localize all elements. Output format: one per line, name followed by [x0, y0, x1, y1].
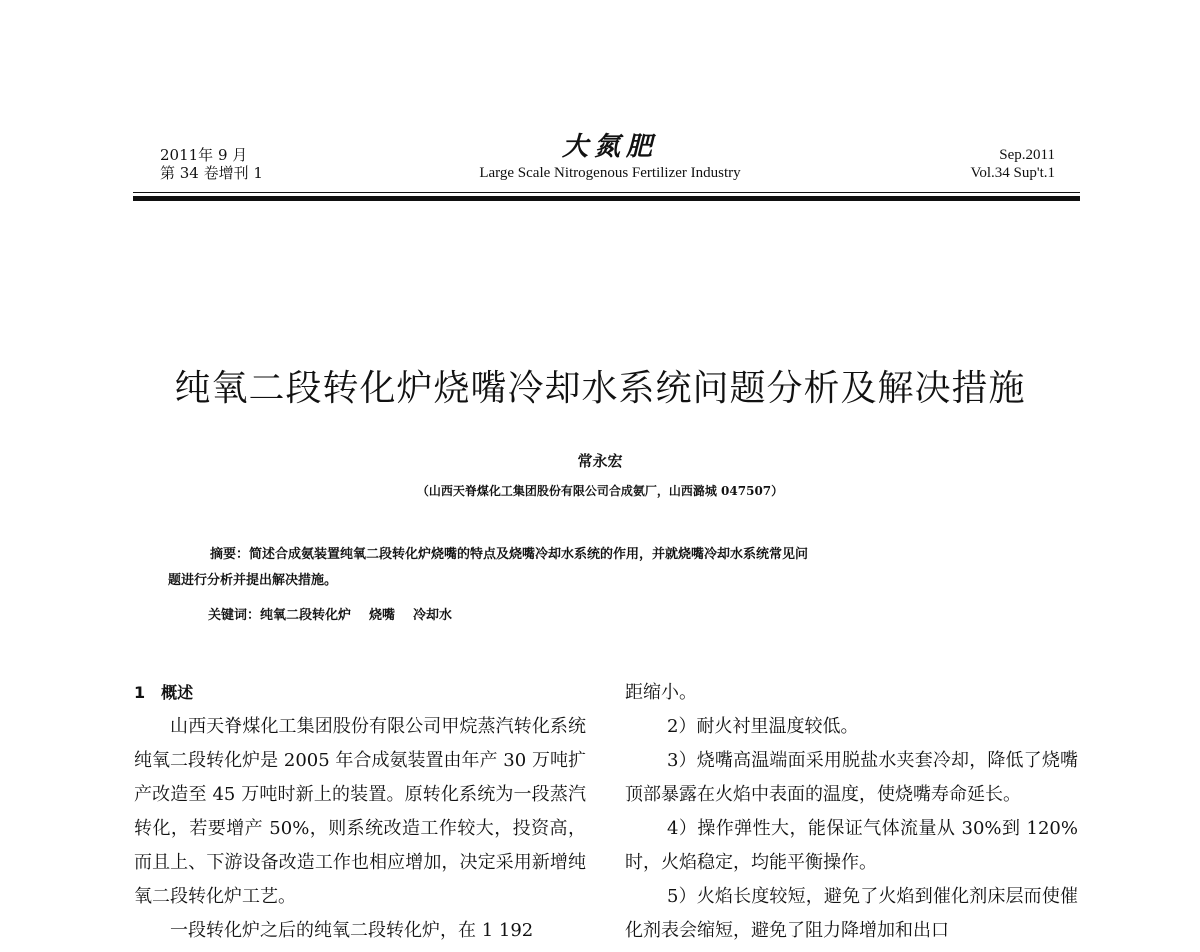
header-center [430, 132, 790, 182]
list-item: 2）耐火衬里温度较低。 [667, 716, 859, 737]
keywords-label: 关键词： [208, 608, 261, 623]
list-item: 3）烧嘴高温端面采用脱盐水夹套冷却，降低了烧嘴顶部暴露在火焰中表面的温度，使烧嘴寿命延长。 [625, 750, 1078, 805]
keyword: 烧嘴 [369, 608, 396, 623]
author-affiliation: （山西天脊煤化工集团股份有限公司合成氨厂，山西潞城 047507） [416, 484, 784, 498]
list-item: 5）火焰长度较短，避免了火焰到催化剂床层而使催化剂表会缩短，避免了阻力降增加和出口 [625, 886, 1078, 941]
list-item: 4）操作弹性大，能保证气体流量从 30%到 120%时，火焰稳定，均能平衡操作。 [625, 818, 1078, 873]
header-date-en: Sep.2011 [999, 147, 1055, 163]
header-rule-thin [133, 192, 1080, 193]
header-volume-en: Vol.34 Sup't.1 [970, 165, 1055, 181]
abstract-line-1: 摘要：简述合成氨装置纯氧二段转化炉烧嘴的特点及烧嘴冷却水系统的作用，并就烧嘴冷却水系统常见问 [210, 547, 809, 562]
header-date-cn: 2011年 9 月 [160, 146, 248, 164]
body-paragraph: 山西天脊煤化工集团股份有限公司甲烷蒸汽转化系统纯氧二段转化炉是 2005 年合成氨装置由年产 30 万吨扩产改造至 45 万吨时新上的装置。原转化系统为一段蒸汽转化，若要增产 50%，则系统改造工作较大，投资高，而且上、下游设备改造工作也相应增加，决定采用新增纯氧二段转化炉工艺。 [134, 716, 586, 907]
header-volume-cn: 第 34 卷增刊 1 [160, 164, 263, 182]
header-left [160, 146, 263, 182]
section-heading: 1 概述 [134, 683, 194, 702]
keywords [208, 604, 470, 623]
body-paragraph-partial: 一段转化炉之后的纯氧二段转化炉，在 1 192 [170, 920, 534, 941]
header-right [970, 146, 1055, 182]
author-name: 常永宏 [577, 452, 623, 470]
article-title: 纯氧二段转化炉烧嘴冷却水系统问题分析及解决措施 [174, 368, 1026, 409]
abstract-line-2: 题进行分析并提出解决措施。 [168, 573, 338, 588]
header-rule-thick [133, 196, 1080, 201]
body-column-right [625, 676, 1078, 948]
keyword: 冷却水 [413, 608, 453, 623]
journal-name-en: Large Scale Nitrogenous Fertilizer Industry [479, 165, 741, 181]
keyword: 纯氧二段转化炉 [260, 608, 352, 623]
journal-logo: 大氮肥 [561, 132, 658, 162]
body-paragraph-continuation: 距缩小。 [625, 682, 697, 703]
abstract [168, 542, 1038, 594]
body-column-left [134, 676, 586, 948]
